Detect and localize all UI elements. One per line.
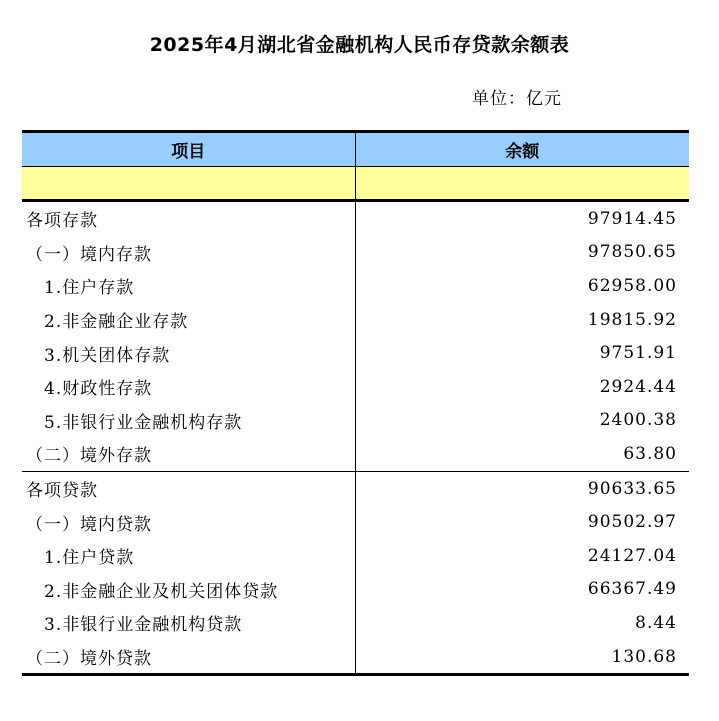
row-value: 8.44 bbox=[635, 612, 677, 633]
column-header-item: 项目 bbox=[22, 132, 355, 167]
table-row bbox=[22, 201, 689, 236]
row-value: 97850.65 bbox=[587, 242, 677, 263]
header-spacer-cell bbox=[355, 167, 689, 201]
row-value: 97914.45 bbox=[587, 208, 677, 229]
table-row bbox=[22, 236, 689, 270]
row-label: 2.非金融企业及机关团体贷款 bbox=[22, 573, 355, 607]
row-label: 2.非金融企业存款 bbox=[22, 303, 355, 337]
table-row bbox=[22, 336, 689, 370]
row-value: 9751.91 bbox=[599, 343, 677, 364]
row-label: 各项存款 bbox=[22, 201, 355, 236]
row-label: 3.非银行业金融机构贷款 bbox=[22, 606, 355, 640]
table-header-row bbox=[22, 132, 689, 167]
table-row bbox=[22, 606, 689, 640]
row-label: 3.机关团体存款 bbox=[22, 336, 355, 370]
table-row bbox=[22, 539, 689, 573]
table-row bbox=[22, 303, 689, 337]
row-value: 130.68 bbox=[355, 640, 689, 675]
row-label: 1.住户贷款 bbox=[22, 539, 355, 573]
row-value: 2400.38 bbox=[599, 410, 677, 431]
header-spacer-cell bbox=[22, 167, 355, 201]
balance-table bbox=[22, 130, 689, 676]
row-label: （一）境内贷款 bbox=[22, 505, 355, 539]
unit-label: 单位：亿元 bbox=[472, 89, 562, 109]
row-value: 90633.65 bbox=[587, 478, 677, 499]
column-header-balance: 余额 bbox=[355, 132, 689, 167]
row-label: 1.住户存款 bbox=[22, 269, 355, 303]
table-row bbox=[22, 573, 689, 607]
row-label: （一）境内存款 bbox=[22, 236, 355, 270]
row-label: 4.财政性存款 bbox=[22, 370, 355, 404]
table-header-spacer-row bbox=[22, 167, 689, 201]
row-value: 90502.97 bbox=[587, 512, 677, 533]
table-row bbox=[22, 269, 689, 303]
table-row bbox=[22, 437, 689, 471]
table-row bbox=[22, 471, 689, 505]
table-row bbox=[22, 640, 689, 675]
table-body bbox=[22, 201, 689, 675]
row-label: （二）境外贷款 bbox=[22, 640, 355, 675]
row-value: 62958.00 bbox=[587, 275, 677, 296]
row-label: 各项贷款 bbox=[22, 471, 355, 505]
row-value: 24127.04 bbox=[587, 545, 677, 566]
row-value: 2924.44 bbox=[599, 376, 677, 397]
table-row bbox=[22, 370, 689, 404]
balance-table-container bbox=[22, 130, 689, 676]
table-row bbox=[22, 505, 689, 539]
page-title: 2025年4月湖北省金融机构人民币存贷款余额表 bbox=[149, 34, 570, 56]
row-label: （二）境外存款 bbox=[22, 437, 355, 471]
table-row bbox=[22, 404, 689, 438]
row-value: 63.80 bbox=[355, 437, 689, 471]
row-value: 66367.49 bbox=[587, 579, 677, 600]
row-value: 19815.92 bbox=[587, 309, 677, 330]
row-label: 5.非银行业金融机构存款 bbox=[22, 404, 355, 438]
